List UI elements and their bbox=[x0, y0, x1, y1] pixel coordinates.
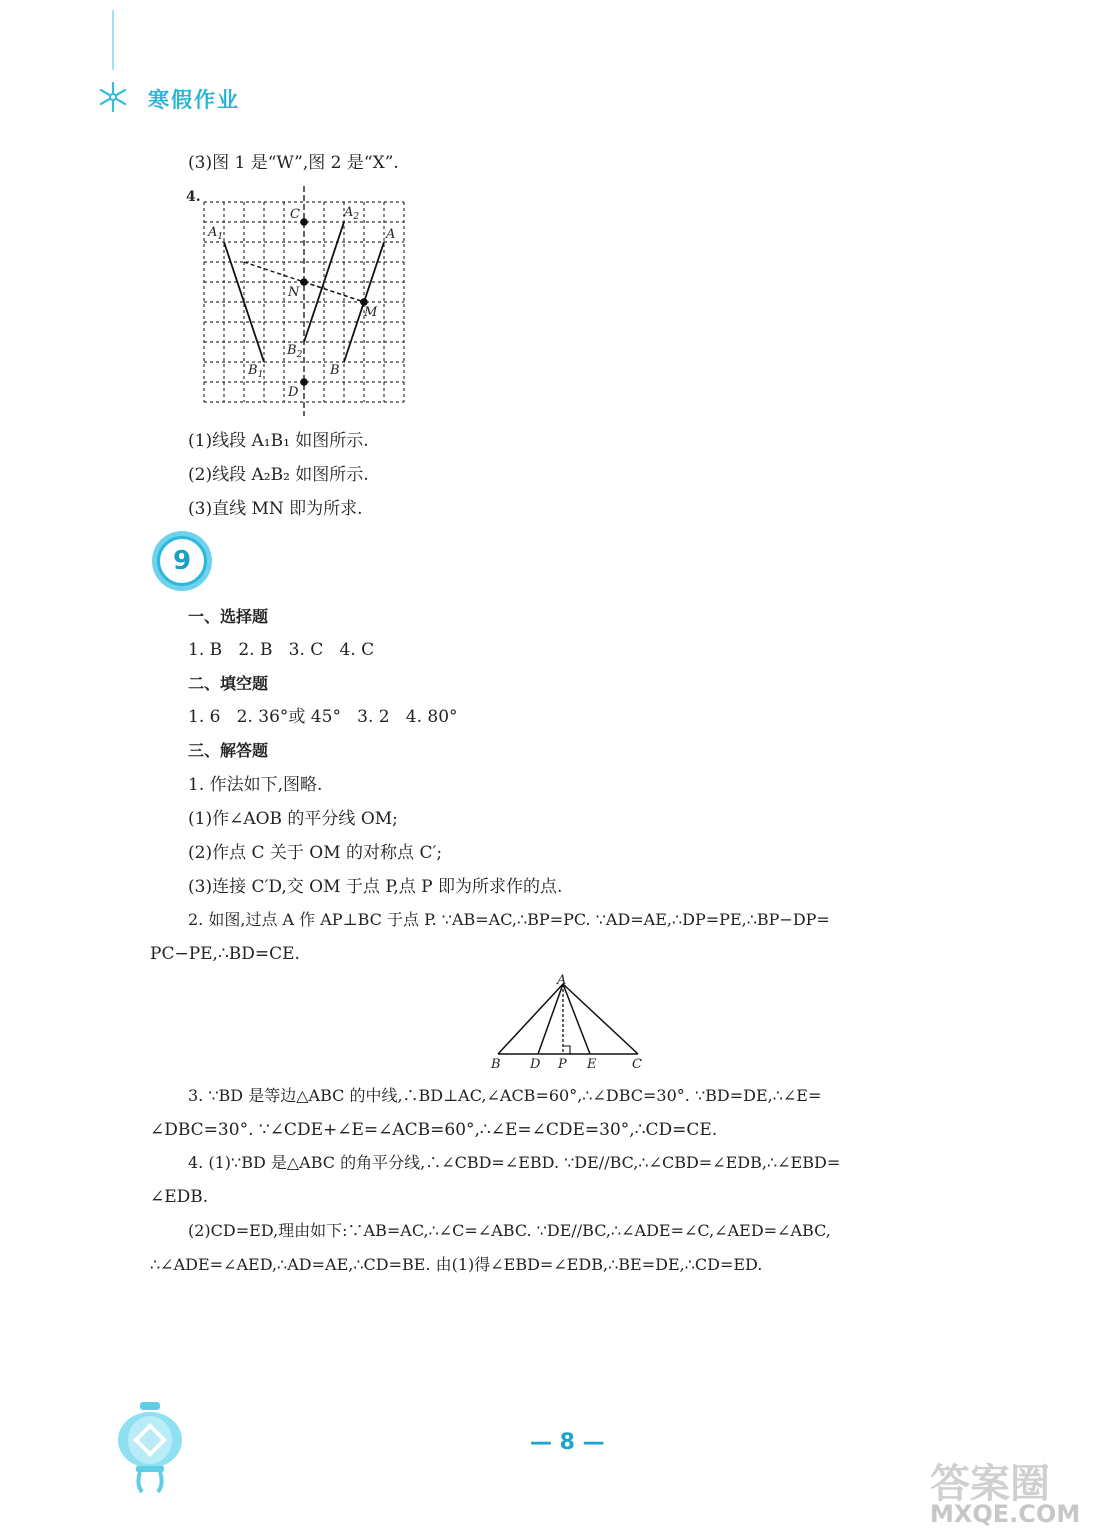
label-D: D bbox=[530, 1057, 541, 1072]
q4-line-4: ∴∠ADE=∠AED,∴AD=AE,∴CD=BE. 由(1)得∠EBD=∠EDB,∴BE=DE,∴CD=ED. bbox=[150, 1255, 763, 1274]
lantern-icon bbox=[110, 1396, 190, 1496]
header-decor-line bbox=[112, 10, 114, 70]
point-C bbox=[300, 218, 308, 226]
answer-line-3b: (3)直线 MN 即为所求. bbox=[188, 499, 363, 519]
q4-line-2: ∠EDB. bbox=[150, 1187, 209, 1207]
q3-line-1: 3. ∵BD 是等边△ABC 的中线,∴BD⊥AC,∠ACB=60°,∴∠DBC=30°. ∵BD=DE,∴∠E= bbox=[188, 1086, 822, 1105]
line-MN bbox=[304, 282, 364, 302]
segment-AD bbox=[538, 984, 563, 1054]
q4-line-1: 4. (1)∵BD 是△ABC 的角平分线,∴∠CBD=∠EBD. ∵DE//BC,∴∠CBD=∠EDB,∴∠EBD= bbox=[188, 1153, 841, 1172]
q2-line-1: 2. 如图,过点 A 作 AP⊥BC 于点 P. ∵AB=AC,∴BP=PC. ∵AD=AE,∴DP=PE,∴BP−DP= bbox=[188, 910, 830, 929]
header-title: 寒假作业 bbox=[148, 88, 240, 112]
watermark-site: MXQE.COM bbox=[930, 1500, 1081, 1528]
section-badge bbox=[152, 531, 212, 591]
label-M: M bbox=[364, 305, 378, 320]
q1-line-2: (1)作∠AOB 的平分线 OM; bbox=[188, 809, 398, 829]
watermark-logo: 答案圈 bbox=[930, 1461, 1050, 1507]
label-D: D bbox=[288, 385, 299, 400]
label-N: N bbox=[288, 285, 300, 300]
snowflake-icon bbox=[96, 80, 130, 114]
q3-line-2: ∠DBC=30°. ∵∠CDE+∠E=∠ACB=60°,∴∠E=∠CDE=30°,∴CD=CE. bbox=[150, 1120, 718, 1140]
point-N bbox=[300, 278, 308, 286]
triangle-figure bbox=[486, 974, 646, 1074]
fill-heading: 二、填空题 bbox=[188, 674, 269, 693]
section-number: 9 bbox=[157, 536, 207, 586]
page-number: — 8 — bbox=[530, 1430, 605, 1455]
q2-line-2: PC−PE,∴BD=CE. bbox=[150, 944, 300, 964]
label-A: A bbox=[386, 227, 396, 242]
label-B: B bbox=[330, 363, 340, 378]
side-AC bbox=[563, 984, 638, 1054]
points bbox=[300, 218, 368, 386]
q1-line-3: (2)作点 C 关于 OM 的对称点 C′; bbox=[188, 843, 443, 863]
label-A1: $A_1$ bbox=[208, 225, 224, 242]
choice-heading: 一、选择题 bbox=[188, 607, 269, 626]
answer-line-3: (3)图 1 是“W”,图 2 是“X”. bbox=[188, 153, 399, 173]
label-B: B bbox=[491, 1057, 501, 1072]
q1-line-4: (3)连接 C′D,交 OM 于点 P,点 P 即为所求作的点. bbox=[188, 877, 563, 897]
answer-line-2: (2)线段 A₂B₂ 如图所示. bbox=[188, 465, 369, 485]
label-C: C bbox=[632, 1057, 642, 1072]
label-B1: $B_1$ bbox=[248, 363, 264, 380]
grid-figure bbox=[190, 186, 420, 416]
question-4-number: 4. bbox=[186, 189, 201, 205]
label-A2: $A_2$ bbox=[344, 205, 360, 222]
q4-line-3: (2)CD=ED,理由如下:∵AB=AC,∴∠C=∠ABC. ∵DE//BC,∴∠ADE=∠C,∠AED=∠ABC, bbox=[188, 1221, 831, 1240]
segment-AE bbox=[563, 984, 590, 1054]
label-P: P bbox=[558, 1057, 567, 1072]
label-E: E bbox=[587, 1057, 597, 1072]
label-C: C bbox=[290, 207, 300, 222]
answer-line-1: (1)线段 A₁B₁ 如图所示. bbox=[188, 431, 369, 451]
label-B2: $B_2$ bbox=[287, 343, 303, 360]
solve-heading: 三、解答题 bbox=[188, 741, 269, 760]
right-angle-mark bbox=[563, 1046, 570, 1054]
choice-answers: 1. B 2. B 3. C 4. C bbox=[188, 640, 375, 660]
q1-line-1: 1. 作法如下,图略. bbox=[188, 775, 323, 795]
label-A: A bbox=[557, 974, 567, 988]
fill-answers: 1. 6 2. 36°或 45° 3. 2 4. 80° bbox=[188, 707, 458, 727]
side-AB bbox=[498, 984, 563, 1054]
point-D bbox=[300, 378, 308, 386]
